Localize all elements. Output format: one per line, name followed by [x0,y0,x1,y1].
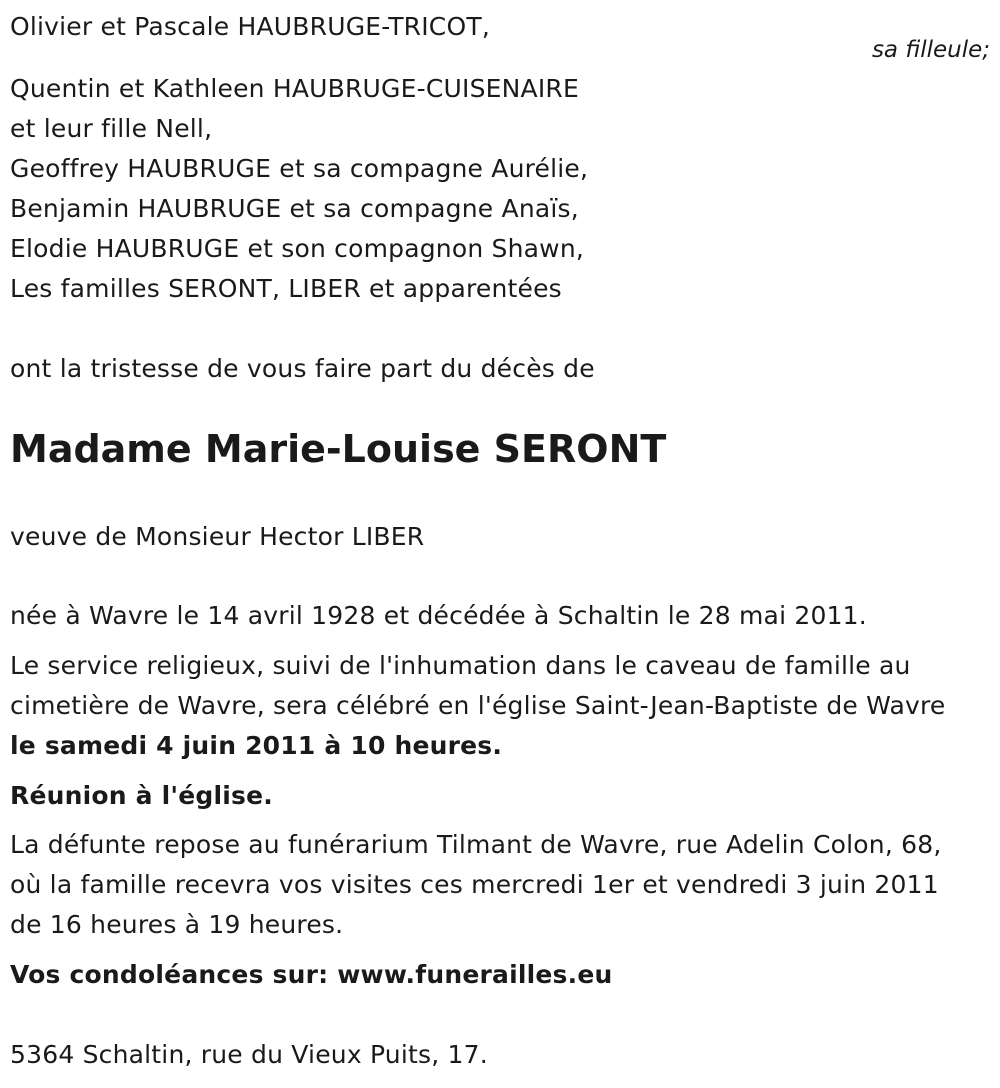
rest-line: de 16 heures à 19 heures. [10,910,344,939]
family-line: Les familles SERONT, LIBER et apparentées [10,274,562,303]
widow-of-text: veuve de Monsieur Hector LIBER [10,522,425,551]
deceased-name: Madame Marie-Louise SERONT [10,427,667,471]
service-date: le samedi 4 juin 2011 à 10 heures. [10,731,503,760]
rest-line: La défunte repose au funérarium Tilmant de Wavre, rue Adelin Colon, 68, [10,830,942,859]
family-line: et leur fille Nell, [10,114,213,143]
announcement-text: ont la tristesse de vous faire part du décès de [10,354,595,383]
meeting-text: Réunion à l'église. [10,781,273,810]
family-line-tricot: Olivier et Pascale HAUBRUGE-TRICOT, [10,12,490,41]
rest-line: où la famille recevra vos visites ces mercredi 1er et vendredi 3 juin 2011 [10,870,939,899]
address-text: 5364 Schaltin, rue du Vieux Puits, 17. [10,1040,488,1069]
birth-death-text: née à Wavre le 14 avril 1928 et décédée à Schaltin le 28 mai 2011. [10,601,867,630]
condolences-text: Vos condoléances sur: www.funerailles.eu [10,960,613,989]
family-line: Geoffrey HAUBRUGE et sa compagne Aurélie, [10,154,589,183]
family-line: Benjamin HAUBRUGE et sa compagne Anaïs, [10,194,579,223]
family-line: Quentin et Kathleen HAUBRUGE-CUISENAIRE [10,74,579,103]
goddaughter-note: sa filleule; [871,37,990,63]
family-line: Elodie HAUBRUGE et son compagnon Shawn, [10,234,585,263]
service-line: cimetière de Wavre, sera célébré en l'église Saint-Jean-Baptiste de Wavre [10,691,946,720]
service-line: Le service religieux, suivi de l'inhumation dans le caveau de famille au [10,651,911,680]
